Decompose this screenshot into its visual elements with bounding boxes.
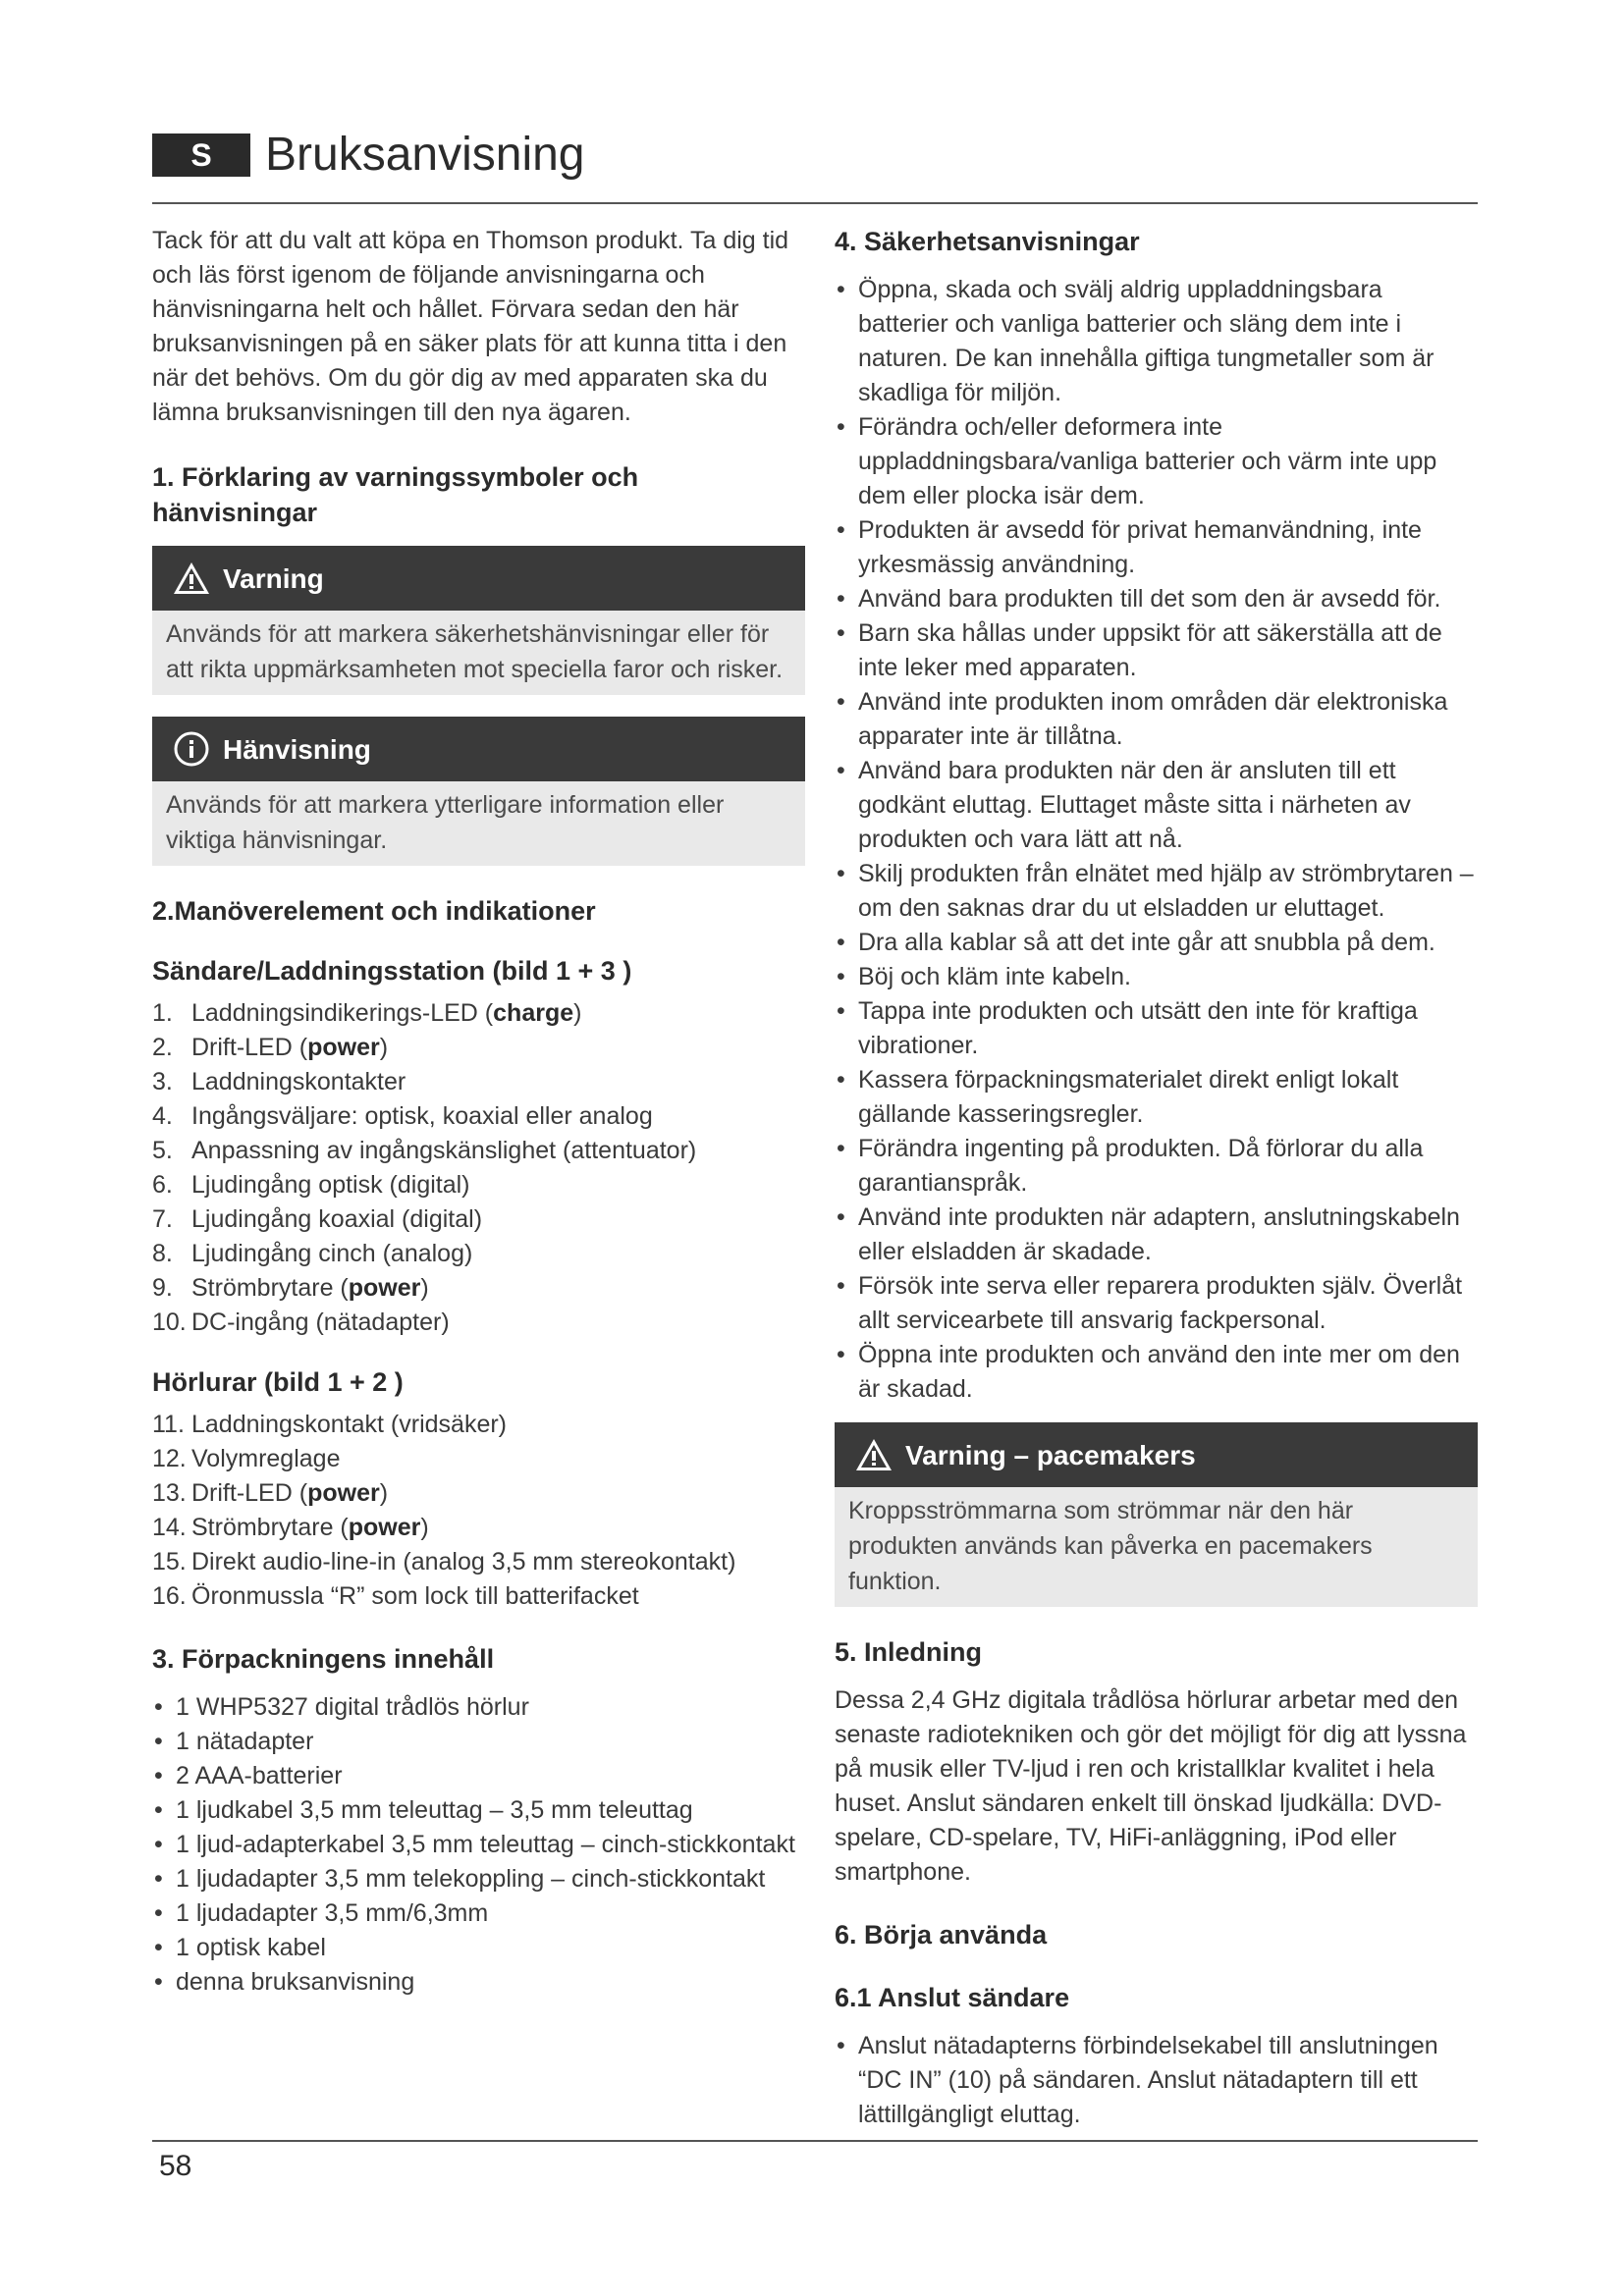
list-item: • 1 ljudadapter 3,5 mm telekoppling – cinch-stickkontakt (152, 1862, 805, 1896)
item-number: 14. (152, 1514, 187, 1541)
item-text: Drift-LED (191, 1034, 293, 1061)
headphones-list (152, 1408, 805, 1614)
list-item: 13. Drift-LED (power) (152, 1476, 805, 1511)
note-callout (152, 717, 805, 866)
item-text: Ljudingång cinch (analog) (191, 1240, 473, 1267)
list-item (152, 1442, 805, 1476)
item-number: 12. (152, 1445, 187, 1472)
list-item: • Använd inte produkten när adaptern, anslutningskabeln eller elsladden är skadade. (835, 1201, 1478, 1269)
item-number: 7. (152, 1205, 173, 1233)
list-item: 9. Strömbrytare (power) (152, 1271, 805, 1306)
info-icon (170, 729, 213, 769)
list-item: 14. Strömbrytare (power) (152, 1511, 805, 1545)
warning-text: Används för att markera säkerhetshänvisningar eller för att rikta uppmärksamheten mot speciella faror och risker. (152, 611, 805, 695)
item-bold-label: power (307, 1034, 380, 1061)
list-item (152, 1408, 805, 1442)
list-item (152, 1237, 805, 1271)
language-badge: S (152, 133, 250, 177)
item-bold-label: charge (493, 999, 574, 1027)
pacemaker-warning-callout (835, 1422, 1478, 1607)
list-item: • Böj och kläm inte kabeln. (835, 960, 1478, 994)
package-contents-list (152, 1690, 805, 2000)
list-item: • Kassera förpackningsmaterialet direkt enligt lokalt gällande kasseringsregler. (835, 1063, 1478, 1132)
page-title: Bruksanvisning (265, 129, 585, 181)
warning-label: Varning (223, 562, 324, 594)
item-number: 8. (152, 1240, 173, 1267)
item-number: 13. (152, 1479, 187, 1507)
list-item: 1. Laddningsindikerings-LED (charge) (152, 996, 805, 1031)
section-5-text: Dessa 2,4 GHz digitala trådlösa hörlurar arbetar med den senaste radiotekniken och gör det möjligt för dig att lyssna på musik eller TV-ljud i ren och kristallklar kvalitet i hela huset. Anslut sändaren enkelt till önskad ljudkälla: DVD-spelare, CD-spelare, TV, HiFi-anläggning, iPod eller smartphone. (835, 1686, 1467, 1886)
list-item: • 1 nätadapter (152, 1725, 805, 1759)
list-item (152, 1306, 805, 1340)
item-text: Strömbrytare (191, 1274, 334, 1302)
item-number: 6. (152, 1171, 173, 1199)
section-3-title: 3. Förpackningens innehåll (152, 1644, 495, 1674)
list-item: • Försök inte serva eller reparera produkten själv. Överlåt allt servicearbete till ansvarig fackpersonal. (835, 1269, 1478, 1338)
item-text: Volymreglage (191, 1445, 341, 1472)
list-item: • Förändra och/eller deformera inte uppladdningsbara/vanliga batterier och värm inte upp dem eller plocka isär dem. (835, 410, 1478, 513)
list-item: • Använd bara produkten när den är ansluten till ett godkänt eluttag. Eluttaget måste sitta i närheten av produkten och vara lätt att nå. (835, 754, 1478, 857)
list-item: • 1 ljudkabel 3,5 mm teleuttag – 3,5 mm teleuttag (152, 1793, 805, 1828)
header-divider (152, 202, 1478, 204)
warning-callout-header (152, 546, 805, 611)
item-bold-label: power (348, 1274, 421, 1302)
footer-divider (152, 2140, 1478, 2142)
item-number: 11. (152, 1411, 185, 1438)
list-item: • 1 WHP5327 digital trådlös hörlur (152, 1690, 805, 1725)
list-item: • Förändra ingenting på produkten. Då förlorar du alla garantianspråk. (835, 1132, 1478, 1201)
page-number: 58 (159, 2150, 192, 2182)
list-item (152, 1168, 805, 1202)
item-number: 16. (152, 1582, 187, 1610)
list-item: • Produkten är avsedd för privat hemanvändning, inte yrkesmässig användning. (835, 513, 1478, 582)
list-item: • 1 optisk kabel (152, 1931, 805, 1965)
pacemaker-warning-header (835, 1422, 1478, 1487)
page-header (152, 126, 1478, 204)
item-text: Laddningskontakt (vridsäker) (191, 1411, 507, 1438)
pacemaker-warning-text: Kroppsströmmarna som strömmar när den här produkten används kan påverka en pacemakers funktion. (835, 1487, 1478, 1607)
note-label: Hänvisning (223, 733, 371, 765)
item-text: Strömbrytare (191, 1514, 334, 1541)
item-number: 2. (152, 1034, 173, 1061)
list-item (152, 1099, 805, 1134)
item-number: 5. (152, 1137, 173, 1164)
list-item: • Barn ska hållas under uppsikt för att säkerställa att de inte leker med apparaten. (835, 616, 1478, 685)
item-bold-label: power (307, 1479, 380, 1507)
item-number: 1. (152, 999, 173, 1027)
item-text: Drift-LED (191, 1479, 293, 1507)
item-number: 4. (152, 1102, 173, 1130)
pacemaker-warning-label: Varning – pacemakers (905, 1439, 1196, 1470)
list-item: • Öppna inte produkten och använd den inte mer om den är skadad. (835, 1338, 1478, 1407)
list-item: • Använd bara produkten till det som den är avsedd för. (835, 582, 1478, 616)
item-text: Ljudingång optisk (digital) (191, 1171, 470, 1199)
item-text: Ljudingång koaxial (digital) (191, 1205, 483, 1233)
list-item: • Dra alla kablar så att det inte går att snubbla på dem. (835, 926, 1478, 960)
list-item: • 1 ljud-adapterkabel 3,5 mm teleuttag – cinch-stickkontakt (152, 1828, 805, 1862)
item-number: 10. (152, 1308, 187, 1336)
list-item (152, 1545, 805, 1579)
item-text: Laddningskontakter (191, 1068, 406, 1095)
section-5-title: 5. Inledning (835, 1637, 983, 1667)
item-number: 15. (152, 1548, 187, 1575)
warning-triangle-icon (852, 1435, 895, 1474)
section-6-1-title: 6.1 Anslut sändare (835, 1983, 1070, 2012)
section-6-title: 6. Börja använda (835, 1920, 1048, 1949)
note-callout-header (152, 717, 805, 781)
item-number: 3. (152, 1068, 173, 1095)
headphones-title: Hörlurar (bild 1 + 2 ) (152, 1367, 404, 1397)
list-item: • 1 ljudadapter 3,5 mm/6,3mm (152, 1896, 805, 1931)
item-text: Anpassning av ingångskänslighet (attentuator) (191, 1137, 697, 1164)
item-text: Öronmussla “R” som lock till batterifacket (191, 1582, 639, 1610)
connect-transmitter-list (835, 2029, 1478, 2132)
transmitter-title: Sändare/Laddningsstation (bild 1 + 3 ) (152, 956, 632, 986)
list-item (152, 1579, 805, 1614)
list-item (152, 1134, 805, 1168)
item-text: DC-ingång (nätadapter) (191, 1308, 450, 1336)
list-item: • Tappa inte produkten och utsätt den inte för kraftiga vibrationer. (835, 994, 1478, 1063)
transmitter-list (152, 996, 805, 1340)
warning-callout (152, 546, 805, 695)
list-item (152, 1065, 805, 1099)
list-item (152, 1202, 805, 1237)
list-item: • 2 AAA-batterier (152, 1759, 805, 1793)
section-4-title: 4. Säkerhetsanvisningar (835, 227, 1140, 256)
list-item: • denna bruksanvisning (152, 1965, 805, 2000)
item-text: Laddningsindikerings-LED (191, 999, 478, 1027)
list-item: • Skilj produkten från elnätet med hjälp av strömbrytaren – om den saknas drar du ut elsladden ur eluttaget. (835, 857, 1478, 926)
safety-list (835, 273, 1478, 1407)
item-text: Ingångsväljare: optisk, koaxial eller analog (191, 1102, 653, 1130)
list-item: 2. Drift-LED (power) (152, 1031, 805, 1065)
left-column (152, 224, 805, 2000)
list-item: • Använd inte produkten inom områden där elektroniska apparater inte är tillåtna. (835, 685, 1478, 754)
item-text: Direkt audio-line-in (analog 3,5 mm stereokontakt) (191, 1548, 736, 1575)
note-text: Används för att markera ytterligare information eller viktiga hänvisningar. (152, 781, 805, 866)
section-1-title: 1. Förklaring av varningssymboler och hänvisningar (152, 462, 639, 527)
list-item: • Öppna, skada och svälj aldrig uppladdningsbara batterier och vanliga batterier och släng dem inte i naturen. De kan innehålla giftiga tungmetaller som är skadliga för miljön. (835, 273, 1478, 410)
item-bold-label: power (348, 1514, 421, 1541)
right-column (835, 224, 1478, 2132)
section-2-title: 2.Manöverelement och indikationer (152, 896, 596, 926)
item-number: 9. (152, 1274, 173, 1302)
list-item: • Anslut nätadapterns förbindelsekabel till anslutningen “DC IN” (10) på sändaren. Anslut nätadaptern till ett lättillgängligt eluttag. (835, 2029, 1478, 2132)
warning-triangle-icon (170, 559, 213, 598)
intro-text: Tack för att du valt att köpa en Thomson produkt. Ta dig tid och läs först igenom de följande anvisningarna och hänvisningarna helt och hållet. Förvara sedan den här bruksanvisningen på en säker plats för att kunna titta i den när det behövs. Om du gör dig av med apparaten ska du lämna bruksanvisningen till den nya ägaren. (152, 227, 789, 426)
